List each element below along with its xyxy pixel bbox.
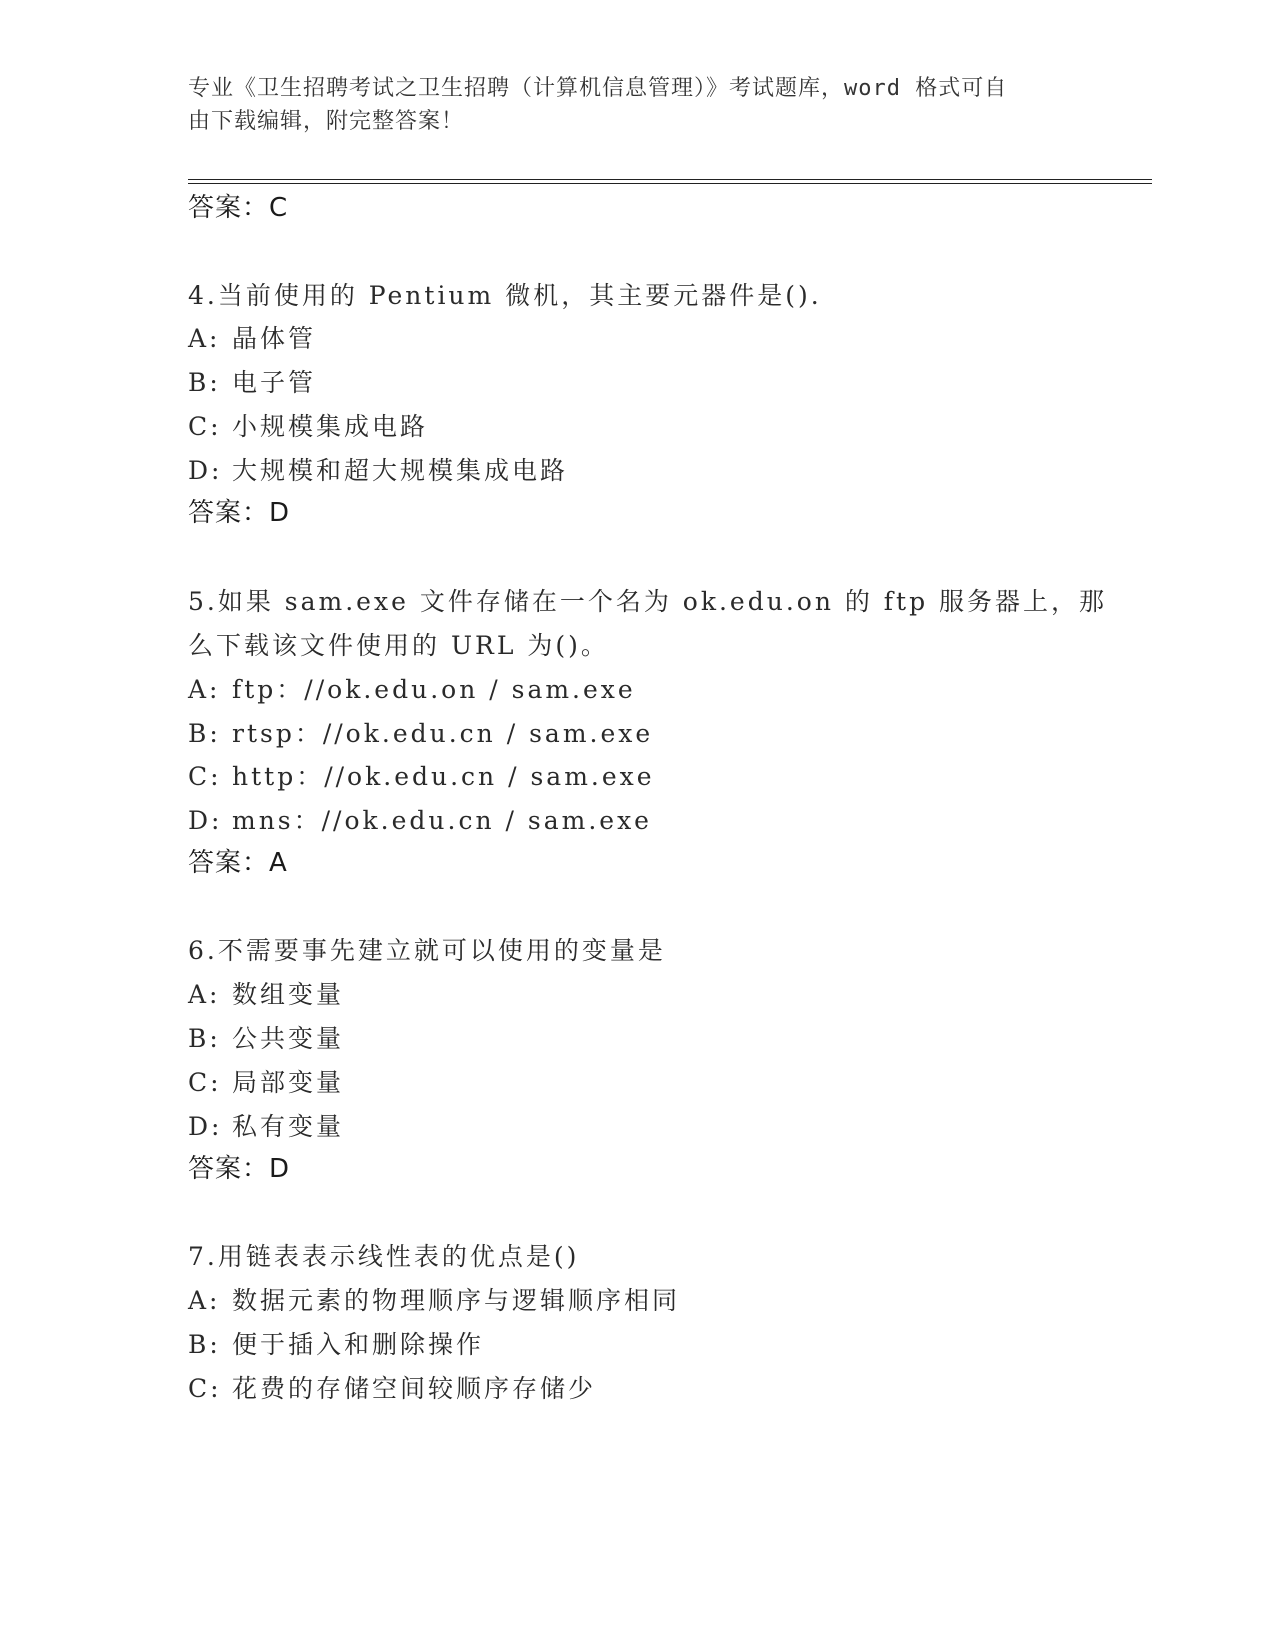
option-prefix: D: <box>188 806 223 835</box>
option-text: 电子管 <box>232 368 317 397</box>
q6-option-c <box>188 1068 344 1098</box>
option-prefix: B: <box>188 368 221 397</box>
option-prefix: B: <box>188 1330 221 1359</box>
q5-option-d <box>188 806 652 836</box>
option-text: 公共变量 <box>232 1024 345 1053</box>
q5-answer: 答案：A <box>188 848 288 878</box>
option-prefix: D: <box>188 456 223 485</box>
header-divider-top <box>188 179 1152 180</box>
question-7: 7.用链表表示线性表的优点是() <box>188 1242 580 1271</box>
question-6: 6.不需要事先建立就可以使用的变量是 <box>188 936 666 965</box>
option-text: 花费的存储空间较顺序存储少 <box>232 1374 597 1403</box>
option-text: 数组变量 <box>232 980 345 1009</box>
q7-option-a <box>188 1286 680 1316</box>
q5-option-a <box>188 675 636 705</box>
header-line-1: 专业《卫生招聘考试之卫生招聘（计算机信息管理）》考试题库，word 格式可自 <box>188 76 1008 101</box>
option-prefix: C: <box>188 762 222 791</box>
q7-option-b <box>188 1330 484 1360</box>
option-prefix: A: <box>188 675 221 704</box>
option-prefix: D: <box>188 1112 223 1141</box>
option-prefix: A: <box>188 1286 221 1315</box>
option-prefix: A: <box>188 324 221 353</box>
option-prefix: C: <box>188 1374 222 1403</box>
question-5-line-2: 么下载该文件使用的 URL 为()。 <box>188 631 609 660</box>
option-text: ftp：//ok.edu.on / sam.exe <box>232 675 636 704</box>
q6-option-b <box>188 1024 344 1054</box>
q4-option-c <box>188 412 428 442</box>
option-text: 大规模和超大规模集成电路 <box>232 456 569 485</box>
option-text: 晶体管 <box>232 324 317 353</box>
document-header <box>188 72 1068 138</box>
option-prefix: B: <box>188 1024 221 1053</box>
option-text: 便于插入和删除操作 <box>232 1330 485 1359</box>
option-prefix: C: <box>188 412 222 441</box>
option-prefix: A: <box>188 980 221 1009</box>
option-text: 小规模集成电路 <box>232 412 429 441</box>
q6-answer: 答案：D <box>188 1154 291 1184</box>
option-text: http：//ok.edu.cn / sam.exe <box>232 762 655 791</box>
q4-option-a <box>188 324 316 354</box>
q4-answer: 答案：D <box>188 498 291 528</box>
question-4: 4.当前使用的 Pentium 微机，其主要元器件是(). <box>188 281 822 310</box>
question-5-line-1: 5.如果 sam.exe 文件存储在一个名为 ok.edu.on 的 ftp 服务器上，那 <box>188 587 1108 616</box>
option-text: rtsp：//ok.edu.cn / sam.exe <box>232 719 654 748</box>
q6-option-d <box>188 1112 344 1142</box>
q6-option-a <box>188 980 344 1010</box>
q7-option-c <box>188 1374 596 1404</box>
q5-option-b <box>188 719 653 749</box>
header-divider-bottom <box>188 183 1152 184</box>
option-prefix: B: <box>188 719 221 748</box>
option-text: mns：//ok.edu.cn / sam.exe <box>232 806 652 835</box>
answer-prev: 答案：C <box>188 193 289 223</box>
option-text: 私有变量 <box>232 1112 345 1141</box>
q4-option-b <box>188 368 316 398</box>
q4-option-d <box>188 456 568 486</box>
option-prefix: C: <box>188 1068 222 1097</box>
option-text: 局部变量 <box>232 1068 345 1097</box>
q5-option-c <box>188 762 655 792</box>
header-line-2: 由下载编辑，附完整答案！ <box>188 109 465 134</box>
option-text: 数据元素的物理顺序与逻辑顺序相同 <box>232 1286 681 1315</box>
